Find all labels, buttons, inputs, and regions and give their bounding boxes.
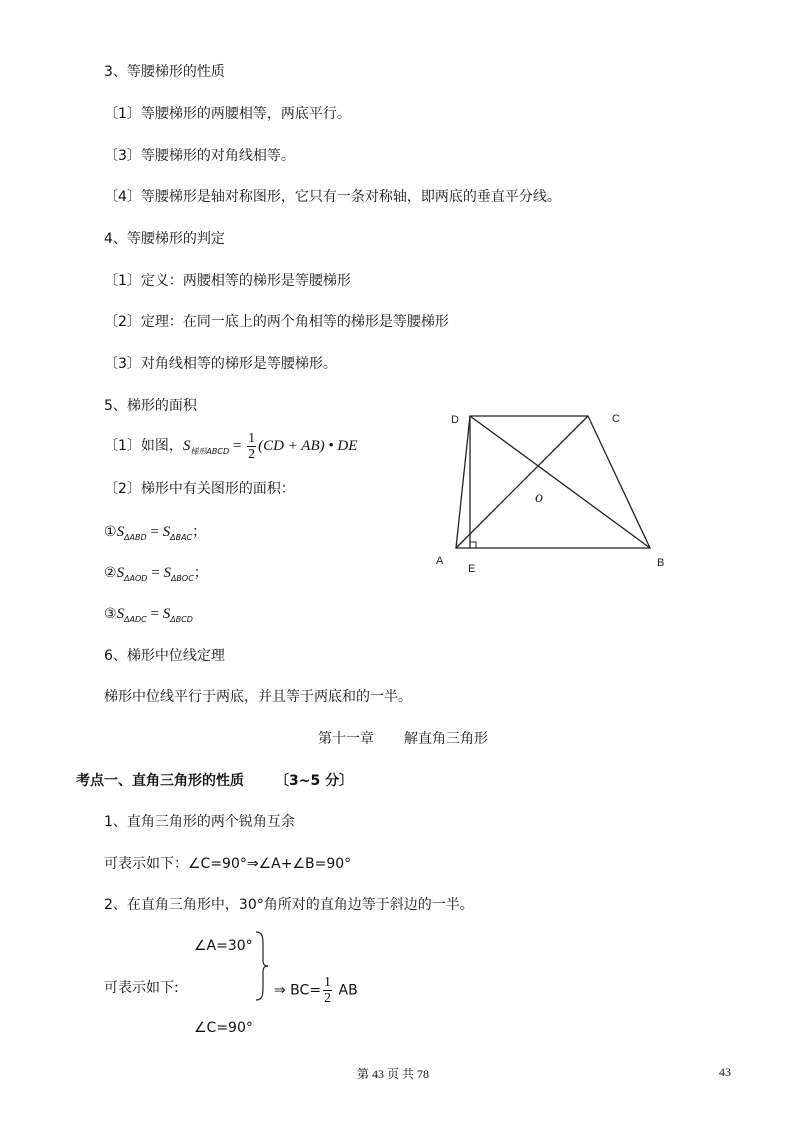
right-brace-icon (254, 930, 270, 1002)
rt-fraction-denominator: 2 (324, 991, 332, 1006)
trapezoid-outline (456, 416, 650, 548)
area-lhs: S (116, 565, 125, 581)
label-a: A (436, 555, 444, 567)
rt-condition-angle-a: ∠A=30° (194, 938, 253, 954)
kaodian-title: 考点一、直角三角形的性质 (76, 773, 244, 789)
right-angle-mark (470, 542, 476, 548)
area-rhs-sub: ΔBCD (170, 615, 193, 624)
formula-prefix: 〔1〕如图， (104, 438, 183, 454)
section-4-item-1: 〔1〕定义：两腰相等的梯形是等腰梯形 (104, 273, 351, 289)
formula-fraction (247, 431, 256, 462)
area-relation-3 (104, 604, 193, 630)
area-end: ； (193, 565, 208, 581)
section-3-heading: 3、等腰梯形的性质 (104, 64, 225, 80)
area-eq: = (147, 565, 164, 581)
area-eq: = (146, 606, 163, 622)
kaodian-score: 〔3~5 分〕 (275, 773, 354, 789)
section-3-item-1: 〔1〕等腰梯形的两腰相等，两底平行。 (104, 106, 351, 122)
section-6-heading: 6、梯形中位线定理 (104, 648, 225, 664)
circled-number: ① (104, 524, 117, 540)
section-4-heading: 4、等腰梯形的判定 (104, 231, 225, 247)
section-3-item-3: 〔3〕等腰梯形的对角线相等。 (104, 148, 295, 164)
area-lhs-sub: ΔABD (124, 533, 147, 542)
rt-label: 可表示如下: (104, 980, 179, 996)
area-rhs: S (163, 565, 171, 581)
section-4-item-2: 〔2〕定理：在同一底上的两个角相等的梯形是等腰梯形 (104, 314, 449, 330)
area-rhs-sub: ΔBOC (170, 574, 194, 583)
rt-result-prefix: ⇒ BC= (274, 982, 322, 999)
rt-item-2: 2、在直角三角形中，30°角所对的直角边等于斜边的一半。 (104, 897, 474, 913)
area-rhs-sub: ΔBAC (170, 533, 193, 542)
footer-page-text: 第 43 页 共 78 (357, 1067, 430, 1081)
chapter-title: 解直角三角形 (404, 731, 488, 747)
diagonal-db (470, 416, 650, 548)
area-relation-1 (104, 522, 206, 548)
diagonal-ca (456, 416, 588, 548)
area-lhs-sub: ΔADC (124, 615, 147, 624)
area-relation-2 (104, 563, 208, 589)
section-5-heading: 5、梯形的面积 (104, 398, 197, 414)
section-3-item-4: 〔4〕等腰梯形是轴对称图形，它只有一条对称轴，即两底的垂直平分线。 (104, 189, 561, 205)
rt-item-1: 1、直角三角形的两个锐角互余 (104, 814, 295, 830)
label-e: E (468, 563, 476, 575)
formula-equals: = (229, 438, 246, 454)
rt-condition-angle-c: ∠C=90° (194, 1020, 253, 1036)
label-d: D (451, 414, 459, 426)
footer-page-number: 43 (719, 1065, 731, 1079)
section-4-item-3: 〔3〕对角线相等的梯形是等腰梯形。 (104, 356, 337, 372)
label-o: o (535, 489, 543, 506)
area-end: ； (192, 524, 207, 540)
formula-rest: (CD + AB) • DE (258, 438, 358, 454)
area-lhs: S (116, 524, 125, 540)
area-eq: = (146, 524, 163, 540)
chapter-number: 第十一章 (318, 731, 374, 747)
area-rhs: S (162, 606, 171, 622)
area-rhs: S (162, 524, 171, 540)
circled-number: ② (104, 565, 117, 581)
section-6-body: 梯形中位线平行于两底，并且等于两底和的一半。 (104, 689, 412, 705)
rt-result (274, 975, 358, 1006)
trapezoid-figure (428, 402, 678, 582)
rt-result-suffix: AB (334, 982, 358, 999)
fraction-numerator: 1 (248, 430, 256, 446)
area-lhs-sub: ΔAOD (124, 574, 148, 583)
circled-number: ③ (104, 606, 117, 622)
section-5-item-2: 〔2〕梯形中有关图形的面积： (104, 481, 295, 497)
area-lhs: S (116, 606, 125, 622)
fraction-denominator: 2 (248, 446, 256, 462)
formula-s-subscript: 梯形ABCD (190, 447, 230, 456)
label-b: B (657, 557, 665, 569)
rt-fraction-numerator: 1 (324, 975, 332, 990)
rt-expr-1: 可表示如下：∠C=90°⇒∠A+∠B=90° (104, 856, 352, 872)
formula-s: S (182, 438, 191, 454)
rt-result-fraction (323, 975, 332, 1006)
trapezoid-area-formula (104, 428, 357, 470)
label-c: C (612, 413, 620, 425)
